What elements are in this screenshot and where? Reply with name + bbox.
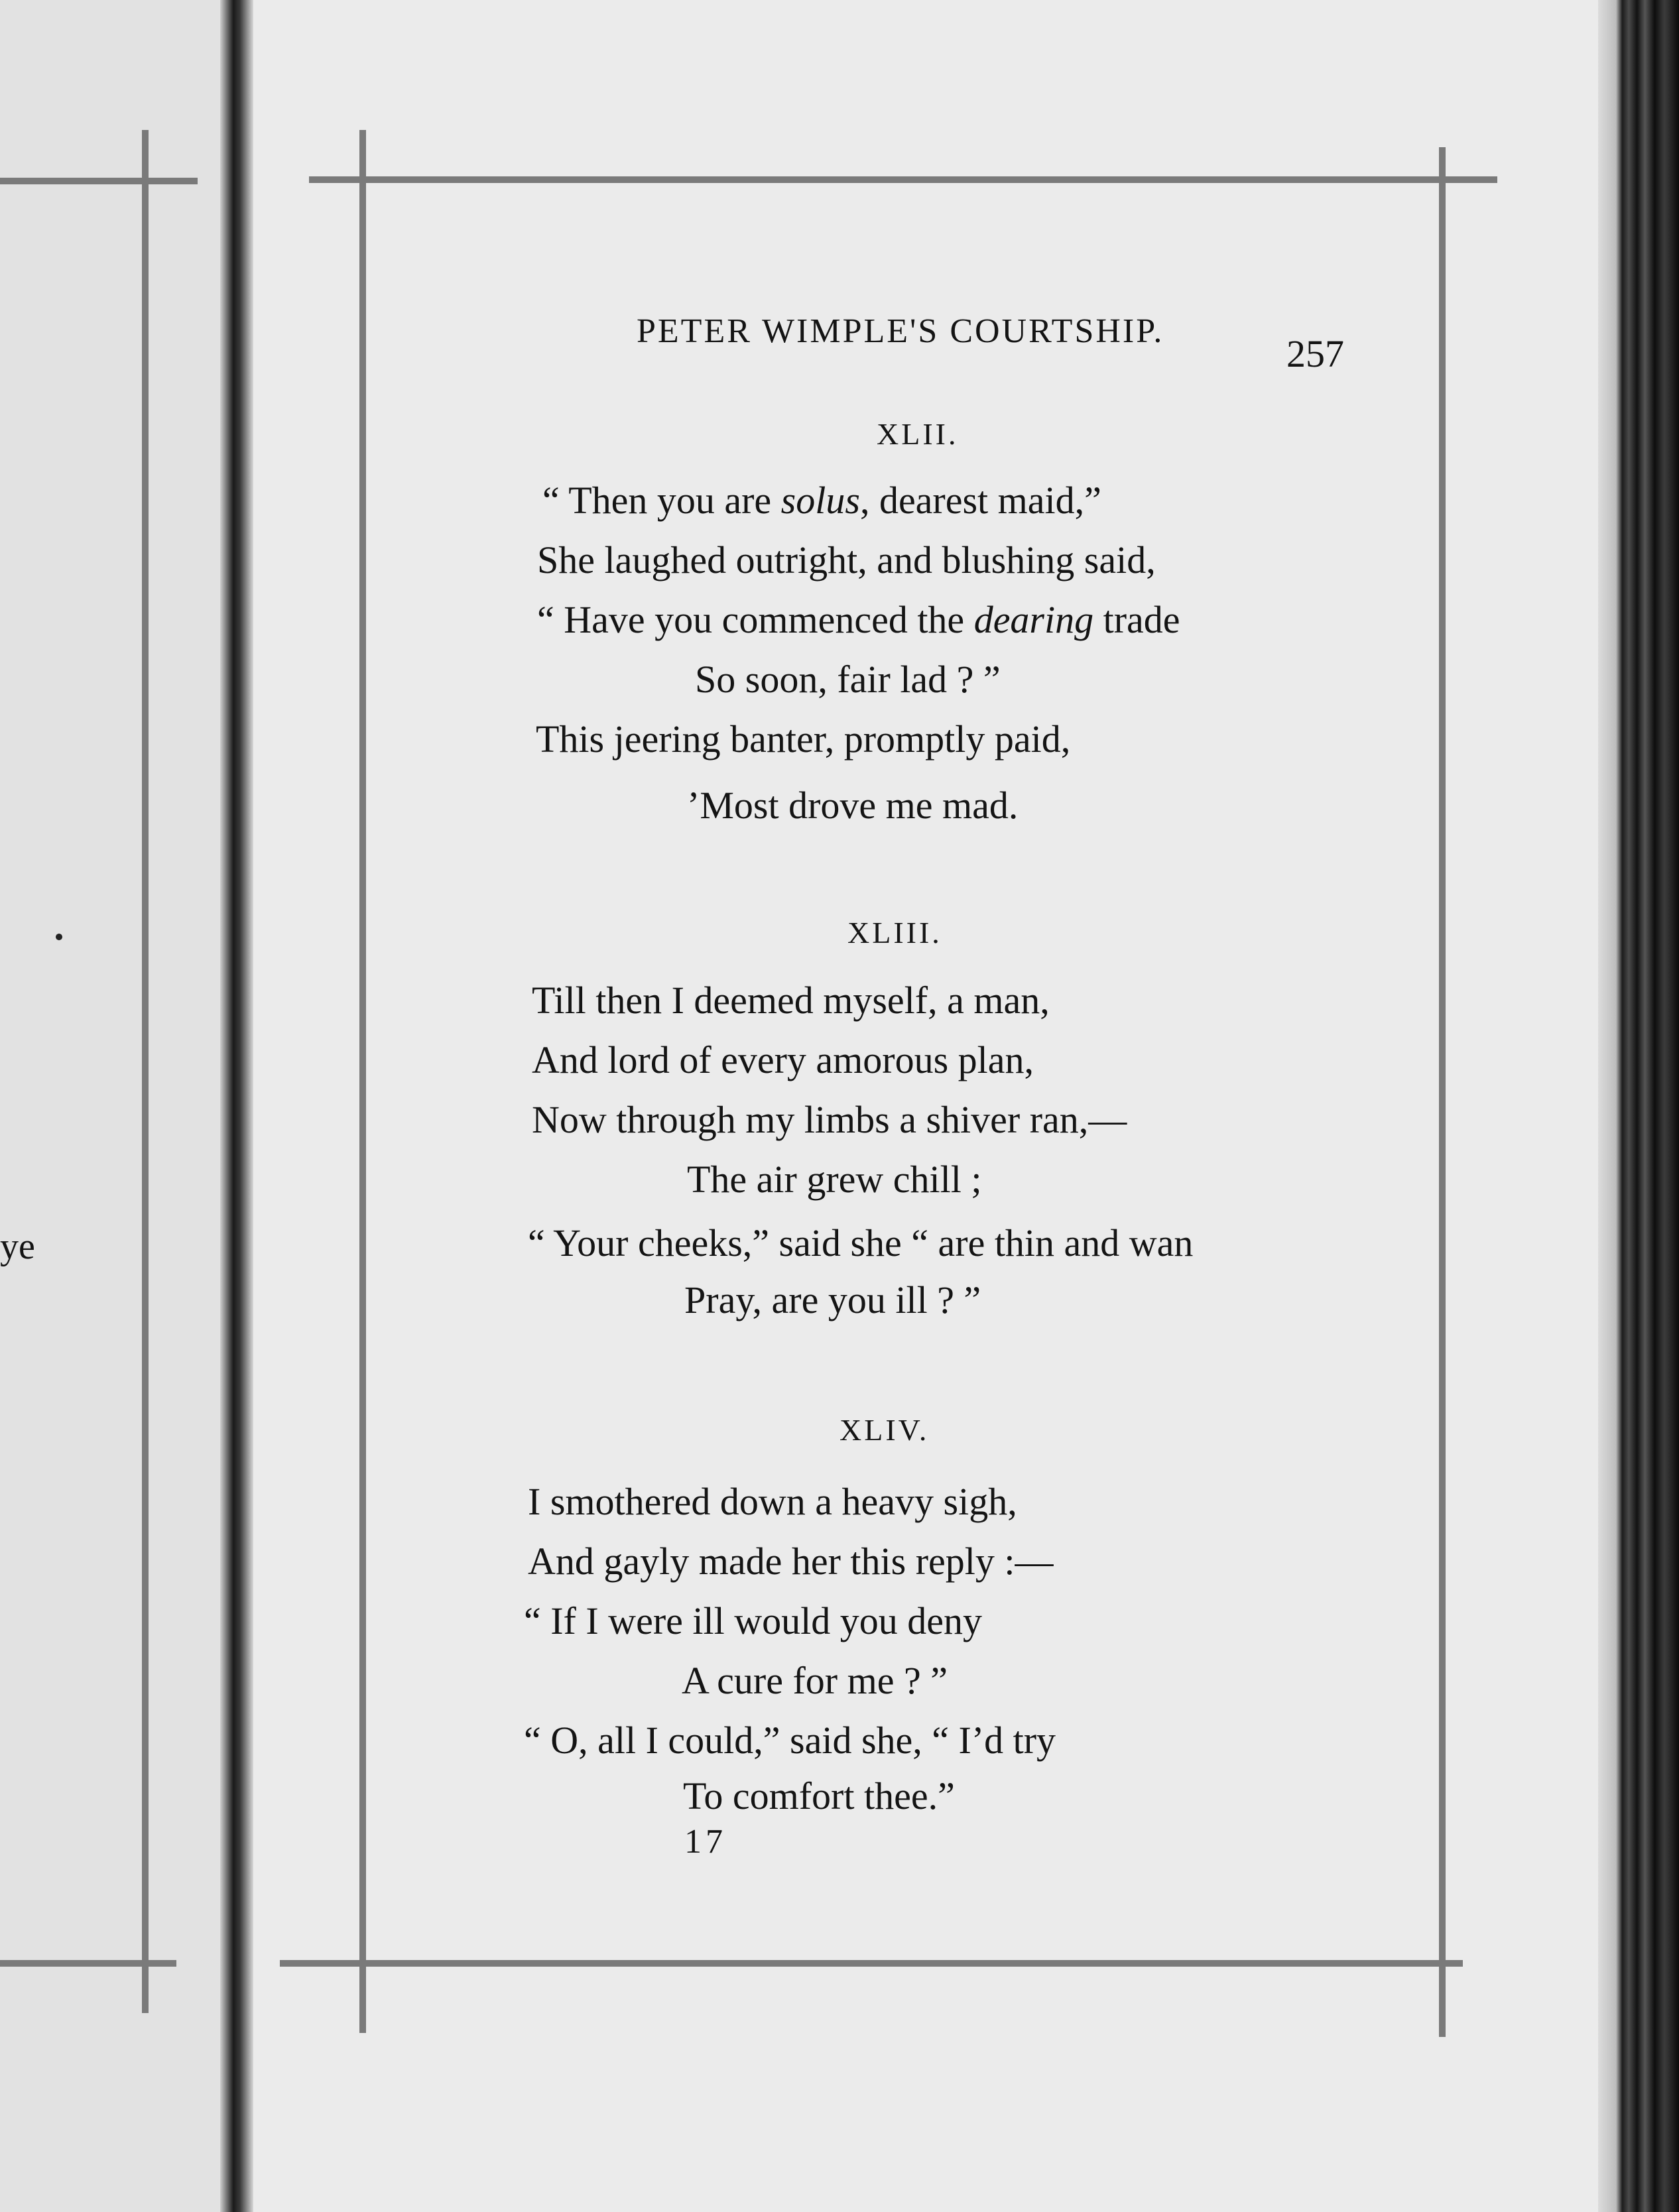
verse-line-indented: So soon, fair lad ? ” xyxy=(695,658,1001,701)
left-border-rule xyxy=(359,130,366,2033)
verse-line-text: trade xyxy=(1093,598,1180,641)
verse-line: “ If I were ill would you deny xyxy=(524,1599,982,1642)
verse-line-indented: A cure for me ? ” xyxy=(682,1659,948,1702)
book-gutter xyxy=(220,0,253,2212)
verse-line-indented: ’Most drove me mad. xyxy=(687,784,1019,827)
verse-line-text: “ Have you commenced the xyxy=(537,598,974,641)
italic-word: dearing xyxy=(973,598,1094,641)
verse-line: Now through my limbs a shiver ran,— xyxy=(532,1098,1127,1141)
stanza-number: XLIV. xyxy=(839,1413,930,1447)
stanza-number: XLII. xyxy=(877,417,959,451)
page-edge-stack xyxy=(1598,0,1679,2212)
quote-mark: “ Then you are xyxy=(542,479,781,522)
verse-line-indented: To comfort thee.” xyxy=(683,1774,955,1817)
verse-line-indented: Pray, are you ill ? ” xyxy=(684,1278,981,1321)
verse-line-indented: The air grew chill ; xyxy=(687,1158,982,1201)
top-border-rule xyxy=(309,176,1497,183)
left-page-top-rule xyxy=(0,178,198,184)
verse-line xyxy=(537,598,1180,641)
verse-line: I smothered down a heavy sigh, xyxy=(528,1480,1017,1523)
stanza-number: XLIII. xyxy=(847,916,942,950)
verse-line: And gayly made her this reply :— xyxy=(528,1540,1054,1583)
left-facing-page xyxy=(0,0,232,2212)
left-page-vertical-rule xyxy=(142,130,149,2013)
left-page-bottom-rule xyxy=(0,1960,176,1967)
italic-word: solus xyxy=(780,479,860,522)
verse-line xyxy=(542,481,1101,520)
left-page-text-fragment: ye xyxy=(0,1226,35,1267)
signature-mark: 17 xyxy=(684,1823,727,1861)
verse-line: This jeering banter, promptly paid, xyxy=(536,717,1071,761)
verse-line: She laughed outright, and blushing said, xyxy=(537,538,1156,582)
page-number: 257 xyxy=(1286,332,1344,375)
bottom-border-rule xyxy=(280,1960,1463,1967)
running-head: PETER WIMPLE'S COURTSHIP. xyxy=(637,312,1164,350)
verse-line-text: , dearest maid,” xyxy=(859,479,1101,522)
verse-line: “ Your cheeks,” said she “ are thin and wan xyxy=(528,1221,1194,1264)
verse-line: Till then I deemed myself, a man, xyxy=(532,979,1050,1022)
verse-line: And lord of every amorous plan, xyxy=(532,1038,1034,1081)
verse-line: “ O, all I could,” said she, “ I’d try xyxy=(524,1719,1056,1762)
right-border-rule xyxy=(1439,147,1446,2037)
ink-speck xyxy=(56,934,62,940)
